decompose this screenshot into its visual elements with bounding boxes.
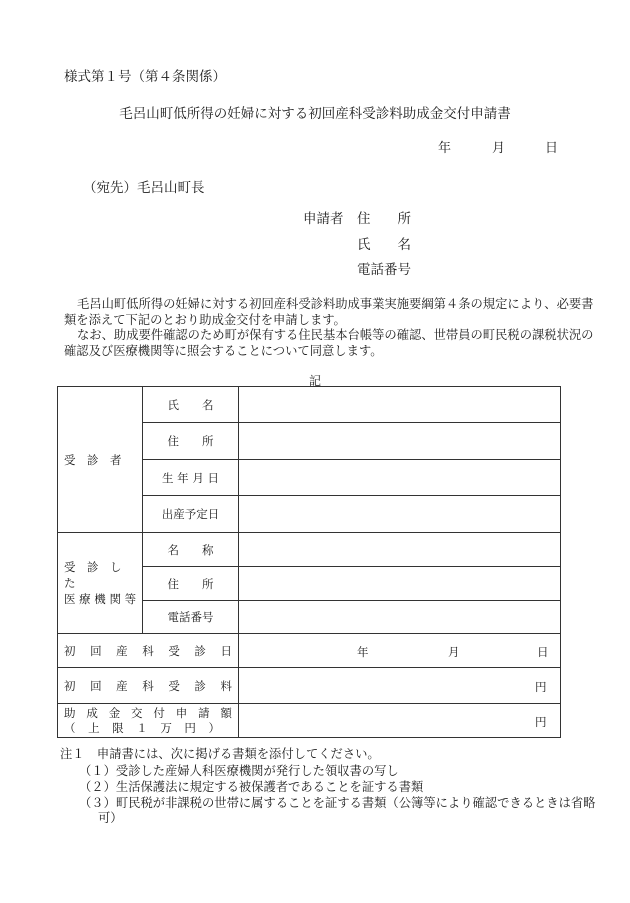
patient-birthdate-label: 生 年 月 日 [143, 460, 239, 496]
fee-unit: 円 [535, 680, 547, 694]
fee-field[interactable] [239, 668, 561, 704]
application-table [57, 386, 561, 738]
applicant-phone-label: 電話番号 [357, 262, 411, 278]
date-month-label: 月 [492, 141, 506, 156]
visit-date-year-label: 年 [357, 645, 369, 659]
patient-address-field[interactable] [239, 423, 561, 460]
clinic-group-label-line-1: 受 診 し た [64, 560, 133, 590]
applicant-name-label: 氏 名 [357, 237, 411, 253]
patient-group-label: 受 診 者 [58, 387, 143, 533]
fee-label: 初 回 産 科 受 診 料 [58, 668, 239, 704]
clinic-address-field[interactable] [239, 567, 561, 601]
patient-due-date-field[interactable] [239, 496, 561, 533]
notes-intro: 注１ 申請書には、次に掲げる書類を添付してください。 [60, 747, 380, 761]
date-day-label: 日 [545, 141, 559, 156]
notes-item-2: （２）生活保護法に規定する被保護者であることを証する書類 [79, 780, 424, 794]
applicant-label: 申請者 [303, 211, 344, 227]
notes-item-3-continued: 可） [98, 811, 123, 825]
visit-date-label: 初 回 産 科 受 診 日 [58, 634, 239, 668]
body-paragraph-1-line-2: 類を添えて下記のとおり助成金交付を申請します。 [64, 313, 346, 327]
notes-item-1: （１）受診した産婦人科医療機関が発行した領収書の写し [79, 764, 399, 778]
body-paragraph-2-line-2: 確認及び医療機関等に照会することについて同意します。 [64, 344, 383, 358]
body-paragraph-1-line-1: 毛呂山町低所得の妊婦に対する初回産科受診料助成事業実施要綱第４条の規定により、必要書 [77, 297, 594, 311]
grant-label: 助 成 金 交 付 申 請 額 （ 上 限 １ 万 円 ） [58, 704, 239, 738]
document-title: 毛呂山町低所得の妊婦に対する初回産科受診料助成金交付申請書 [119, 106, 511, 122]
clinic-name-field[interactable] [239, 533, 561, 567]
clinic-phone-label: 電話番号 [143, 601, 239, 634]
addressee: （宛先）毛呂山町長 [83, 180, 205, 196]
clinic-group-label [58, 533, 143, 634]
visit-date-month-label: 月 [448, 645, 460, 659]
notes-item-3: （３）町民税が非課税の世帯に属することを証する書類（公簿等により確認できるときは省略 [79, 796, 596, 810]
clinic-address-label: 住 所 [143, 567, 239, 601]
clinic-name-label: 名 称 [143, 533, 239, 567]
visit-date-day-label: 日 [537, 645, 549, 659]
date-year-label: 年 [438, 141, 452, 156]
form-number: 様式第１号（第４条関係） [64, 69, 226, 85]
clinic-group-label-line-2: 医 療 機 関 等 [64, 592, 137, 606]
clinic-phone-field[interactable] [239, 601, 561, 634]
patient-name-field[interactable] [239, 387, 561, 423]
body-paragraph-2-line-1: なお、助成要件確認のため町が保有する住民基本台帳等の確認、世帯員の町民税の課税状況の [77, 328, 594, 342]
grant-unit: 円 [535, 715, 547, 729]
patient-birthdate-field[interactable] [239, 460, 561, 496]
patient-address-label: 住 所 [143, 423, 239, 460]
visit-date-field[interactable] [239, 634, 561, 668]
applicant-address-label: 住 所 [357, 211, 411, 227]
ki-heading: 記 [308, 374, 321, 388]
grant-field[interactable] [239, 704, 561, 738]
patient-due-date-label: 出産予定日 [143, 496, 239, 533]
patient-name-label: 氏 名 [143, 387, 239, 423]
